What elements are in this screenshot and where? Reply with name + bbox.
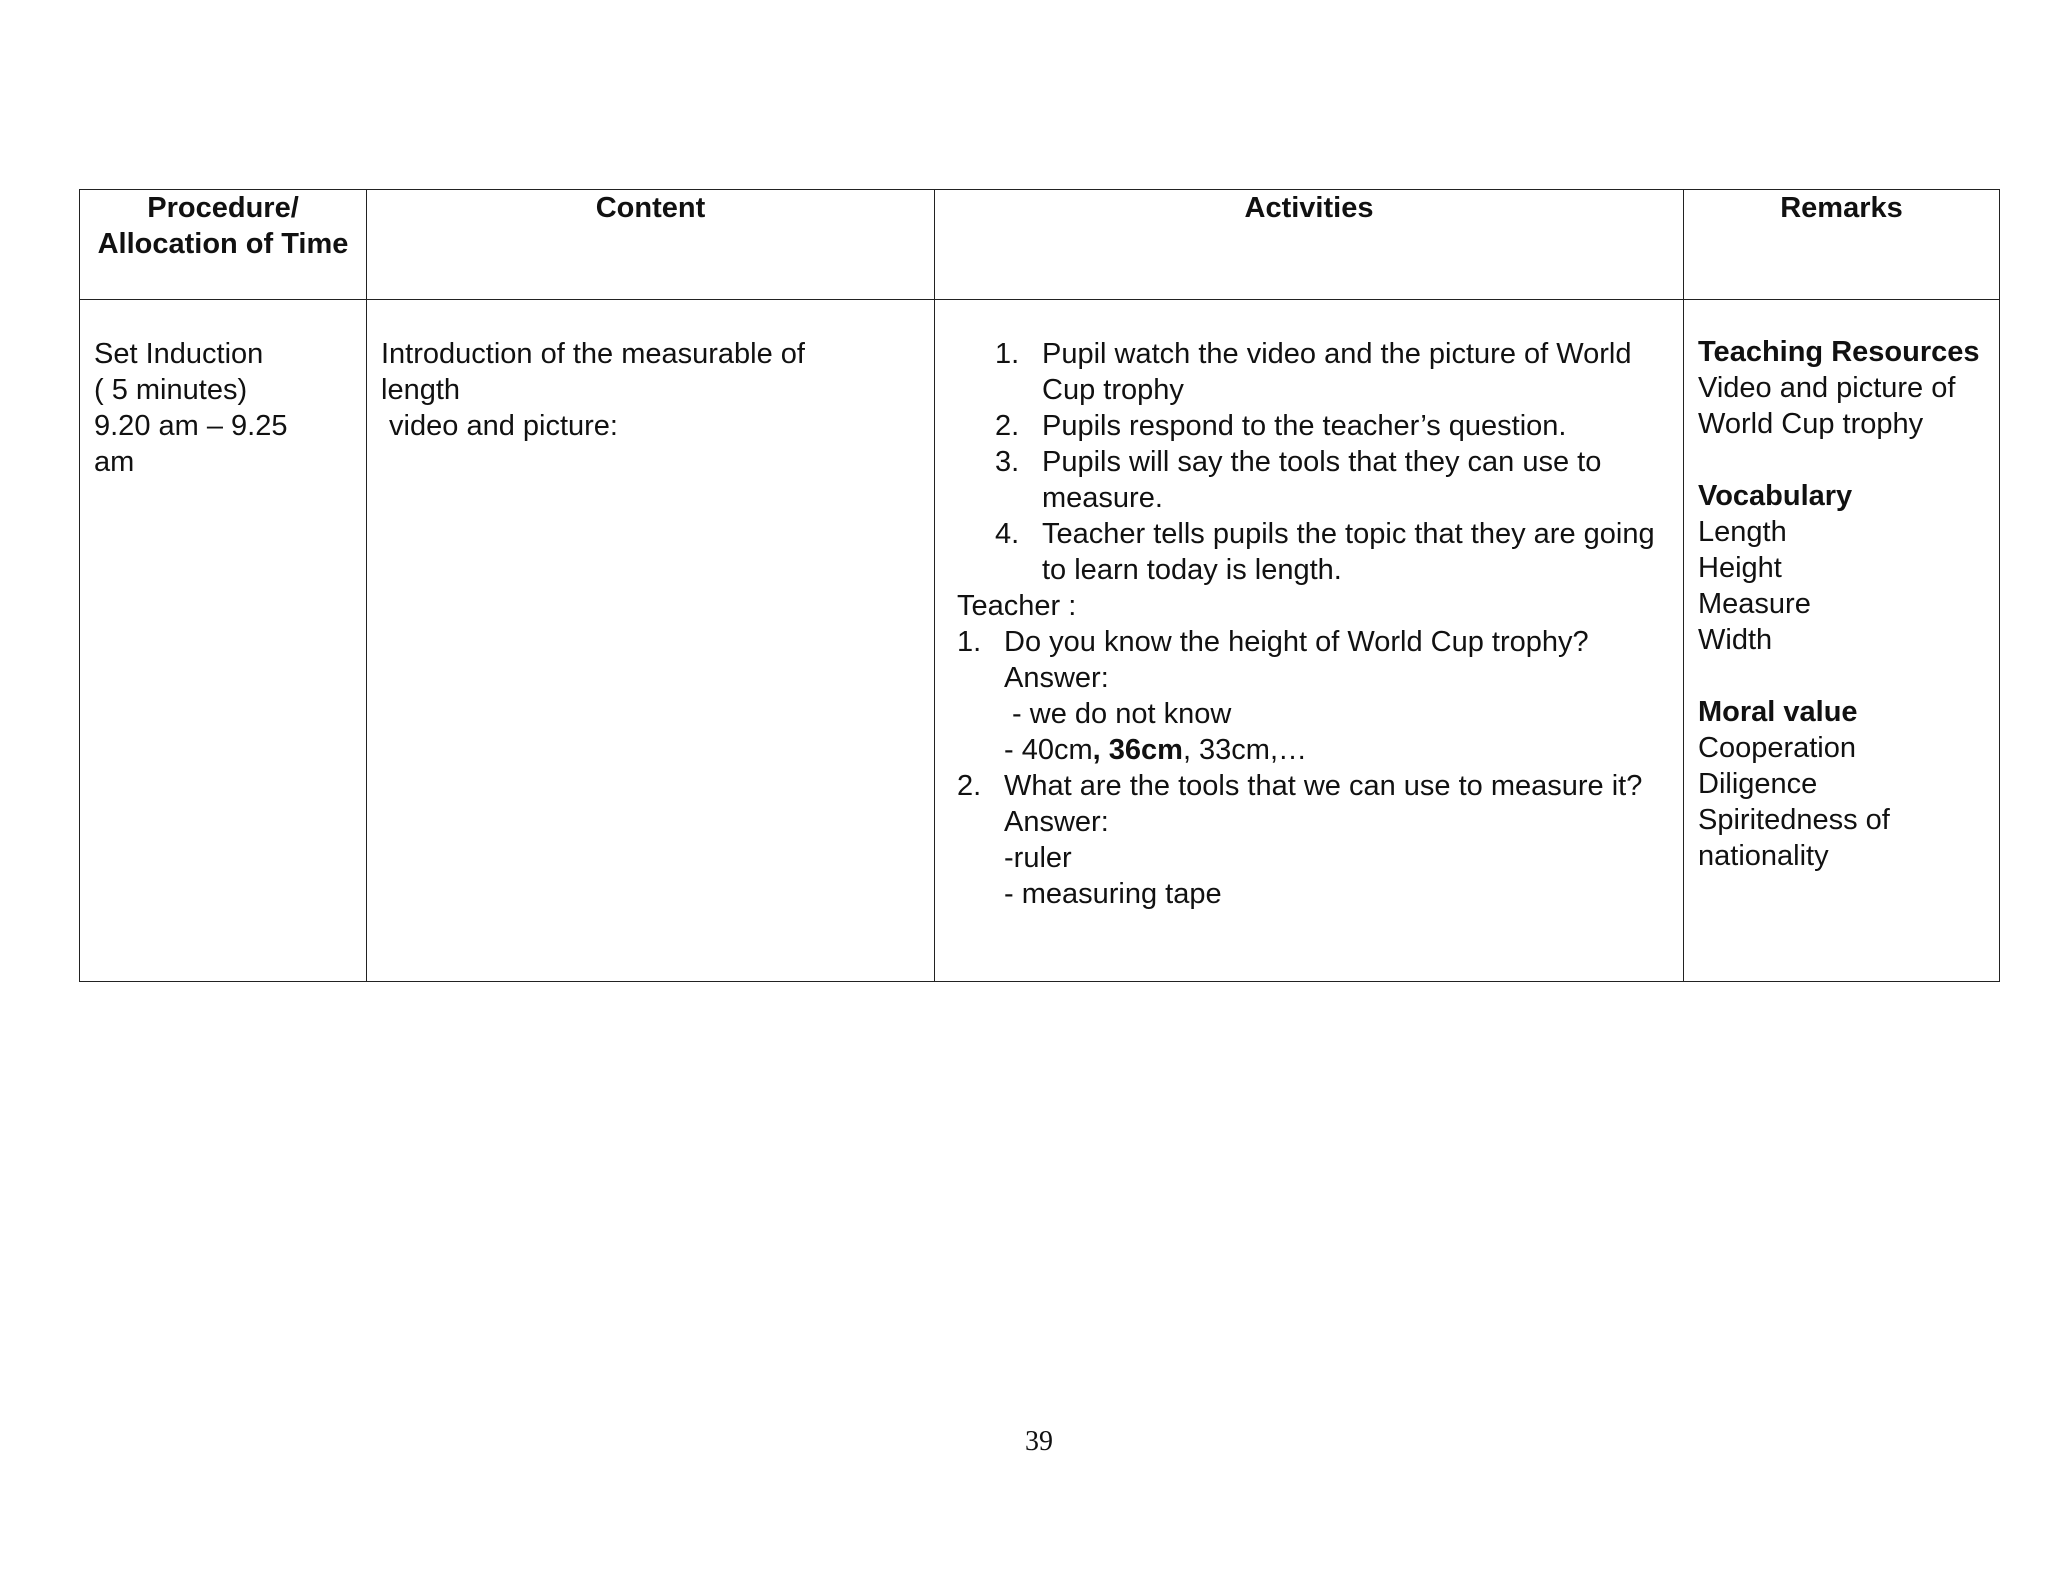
list-number: 1.: [995, 338, 1020, 370]
list-text: Pupil watch the video and the picture of World Cup trophy: [1042, 338, 1632, 406]
answer-line: -ruler: [1004, 842, 1072, 874]
vocabulary-item: Height: [1698, 552, 1782, 584]
header-remarks: Remarks: [1684, 190, 2000, 300]
procedure-line: ( 5 minutes): [94, 374, 248, 406]
list-number: 3.: [995, 446, 1020, 478]
activities-cell: [935, 300, 1684, 982]
list-item: [957, 768, 1669, 912]
content-line: length: [381, 374, 461, 406]
procedure-line: am: [94, 446, 135, 478]
procedure-line: Set Induction: [94, 338, 264, 370]
header-activities: Activities: [935, 190, 1684, 300]
answer-label: Answer:: [1004, 662, 1109, 694]
list-item: [957, 516, 1669, 588]
answer-label: Answer:: [1004, 806, 1109, 838]
pupil-steps-list: [957, 336, 1669, 588]
list-item: [957, 444, 1669, 516]
vocabulary-item: Length: [1698, 516, 1787, 548]
vocabulary-label: Vocabulary: [1698, 480, 1853, 512]
list-number: 1.: [957, 626, 982, 658]
moral-value-item: Spiritedness of nationality: [1698, 804, 1890, 872]
list-number: 2.: [957, 770, 982, 802]
content-line: Introduction of the measurable of: [381, 338, 805, 370]
content-line: video and picture:: [381, 410, 618, 442]
teaching-resources-text: Video and picture of World Cup trophy: [1698, 372, 1956, 440]
list-text: Pupils respond to the teacher’s question.: [1042, 410, 1567, 442]
vocabulary-item: Measure: [1698, 588, 1811, 620]
page-number: 39: [1025, 1426, 1053, 1457]
list-item: [957, 624, 1669, 768]
list-number: 2.: [995, 410, 1020, 442]
list-text: Pupils will say the tools that they can use to measure.: [1042, 446, 1602, 514]
header-content: Content: [367, 190, 935, 300]
table-row: [80, 300, 2000, 982]
procedure-cell: [80, 300, 367, 982]
answer-part: , 33cm,…: [1182, 734, 1308, 766]
answer-line: - we do not know: [1004, 698, 1232, 730]
question-text: Do you know the height of World Cup trophy?: [1004, 626, 1589, 658]
procedure-line: 9.20 am – 9.25: [94, 410, 288, 442]
answer-part: - 40cm: [1004, 734, 1093, 766]
moral-value-item: Diligence: [1698, 768, 1818, 800]
vocabulary-item: Width: [1698, 624, 1773, 656]
moral-value-item: Cooperation: [1698, 732, 1856, 764]
list-number: 4.: [995, 518, 1020, 550]
lesson-plan-table: [79, 189, 2000, 982]
remarks-cell: [1684, 300, 2000, 982]
teacher-label: Teacher :: [957, 590, 1077, 622]
moral-value-label: Moral value: [1698, 696, 1858, 728]
table-header-row: [80, 190, 2000, 300]
teacher-questions-list: [957, 624, 1669, 912]
list-item: [957, 408, 1669, 444]
list-item: [957, 336, 1669, 408]
question-text: What are the tools that we can use to measure it?: [1004, 770, 1643, 802]
header-procedure: Procedure/ Allocation of Time: [80, 190, 367, 300]
answer-bold-part: , 36cm: [1092, 734, 1183, 766]
answer-line: - measuring tape: [1004, 878, 1222, 910]
teaching-resources-label: Teaching Resources: [1698, 336, 1980, 368]
list-text: Teacher tells pupils the topic that they are going to learn today is length.: [1042, 518, 1655, 586]
content-cell: [367, 300, 935, 982]
answer-line: [1004, 732, 1669, 768]
